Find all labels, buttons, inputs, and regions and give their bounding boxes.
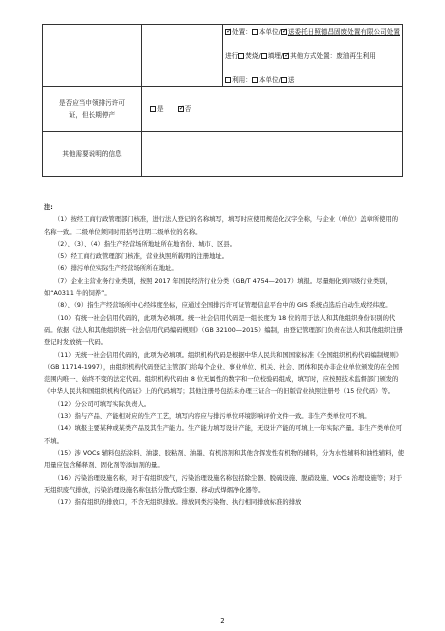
checked-checkbox-icon[interactable] xyxy=(281,29,287,35)
self-unit-label: 本单位/ xyxy=(258,76,281,84)
page-number: 2 xyxy=(220,617,225,625)
spacer-line xyxy=(225,38,400,50)
checkbox-icon[interactable] xyxy=(281,77,287,83)
note-line: （8）、（9）指生产经营场所中心经纬度坐标，应通过全国排污许可证管理信息平台中的 GIS 系统点选后自动生成经纬度。 xyxy=(54,302,392,310)
note-line: （13）指与产品、产能相对应的生产工艺，填写内容应与排污单位环境影响评价文件一致。非生产类单位可不填。 xyxy=(54,413,371,421)
landfill-label: 填埋/ xyxy=(267,52,284,60)
note-line: （14）填报主要某种或某类产品及其生产能力。生产能力填写设计产能，无设计产能的可填上一年实际产量。非生产类单位可不填。 xyxy=(44,425,403,445)
note-line: （15）涉 VOCs 辅料包括涂料、油漆、胶粘剂、油墨、有机溶剂和其他含挥发性有机物的辅料，分为水性辅料和油性辅料，使用量应包含稀释剂、固化剂等添加剂的量。 xyxy=(44,449,404,470)
dispose-line xyxy=(225,26,400,38)
entrust-label: 送委托日照德昌固废处置有限公司处置 xyxy=(287,28,400,36)
table-row xyxy=(43,87,403,132)
note-line: （10）有统一社会信用代码的，此项为必填项。统一社会信用代码是一组长度为 18 位的用于法人和其他组织身份识别的代码。依据《法人和其他组织统一社会信用代码编码规则》（GB 32100—2015）编制，由登记管理部门负责在法人和其他组织注册登记时发放统一代码。 xyxy=(44,314,403,347)
row3-value-cell xyxy=(141,132,402,177)
row2-label: 是否应当申领排污许可证，但长期停产 xyxy=(43,87,142,132)
notes-heading: 注: xyxy=(44,204,53,211)
note-line: （7）企业主营业务行业类别，按照 2017 年国民经济行业分类（GB/T 4754—2017）填报。尽量细化到四级行业类别，如“A0311 牛的饲养”。 xyxy=(44,277,392,298)
incinerate-label: 焚烧/ xyxy=(245,52,261,60)
row1-label-cell xyxy=(43,25,142,87)
note-line: （1）按经工商行政管理部门核准，进行法人登记的名称填写，填写时应使用规范化汉字全称，与企业（单位）盖章所使用的名称一致。二级单位须同时用括号注明二级单位的名称。 xyxy=(44,216,399,236)
checked-checkbox-icon[interactable] xyxy=(283,53,289,59)
yes-label: 是 xyxy=(156,105,164,113)
row1-mid-cell xyxy=(141,25,222,87)
checked-checkbox-icon[interactable] xyxy=(225,29,231,35)
table-row xyxy=(43,132,403,177)
note-line: （16）污染治理设施名称，对于有组织废气，污染治理设施名称包括除尘器、脱硫设施、脱硝设施、VOCs 治理设施等；对于无组织废气排放，污染治理设施名称包括分散式除尘器、移动式焊烟净化器等。 xyxy=(44,474,402,494)
spacer-line xyxy=(225,62,400,74)
note-line: （5）经工商行政管理部门核准，营业执照所载明的注册地址。 xyxy=(54,253,229,261)
note-line: （12）分公司可填写实际负责人。 xyxy=(54,400,151,408)
note-line: （11）无统一社会信用代码的，此项为必填项。组织机构代码是根据中华人民共和国国家标准《全国组织机构代码编制规则》（GB 11714-1997），由组织机构代码登记主管部门给每个企业、事业单位、机关、社会、团体和民办非企业单位颁发的在全国范围内唯一、始终不变的法定代码。组织机构代码由 8 位无属性的数字和一位校验码组成，填写时，应按照技术监督部门颁发的《中华人民共和国组织机构代码证》上的代码填写；其他注册号包括未办理三证合一的旧版营业执照注册号（15 位代码）等。 xyxy=(44,351,403,396)
utilize-label: 利用： xyxy=(232,76,252,84)
dispose-label: 处置： xyxy=(232,28,252,36)
checkbox-icon[interactable] xyxy=(252,29,258,35)
notes-section xyxy=(44,202,404,509)
note-line: （17）指有组织的排放口，不含无组织排放。排放同类污染物、执行相同排放标准的排放 xyxy=(54,499,302,507)
send-label: 送 xyxy=(287,76,295,84)
method-line xyxy=(225,50,400,62)
note-line: （2）、（3）、（4）指生产经营场所地址所在地省份、城市、区县。 xyxy=(54,240,237,248)
checkbox-icon[interactable] xyxy=(252,77,258,83)
method-prefix: 进行 xyxy=(225,52,239,60)
other-method-label: 其他方式处置：废油再生利用 xyxy=(290,52,376,60)
row1-options-cell xyxy=(223,25,403,87)
no-label: 否 xyxy=(184,105,192,113)
info-table xyxy=(42,24,403,177)
note-line: （6）排污单位实际生产经营场所所在地址。 xyxy=(54,265,178,273)
row2-value-cell xyxy=(141,87,402,132)
checkbox-icon[interactable] xyxy=(238,53,244,59)
checkbox-icon[interactable] xyxy=(225,77,231,83)
self-unit-label: 本单位/ xyxy=(258,28,281,36)
checked-checkbox-icon[interactable] xyxy=(178,106,184,112)
row3-label: 其他需要说明的信息 xyxy=(43,132,142,177)
checkbox-icon[interactable] xyxy=(150,106,156,112)
table-row xyxy=(43,25,403,87)
checkbox-icon[interactable] xyxy=(261,53,267,59)
utilize-line xyxy=(225,74,400,86)
